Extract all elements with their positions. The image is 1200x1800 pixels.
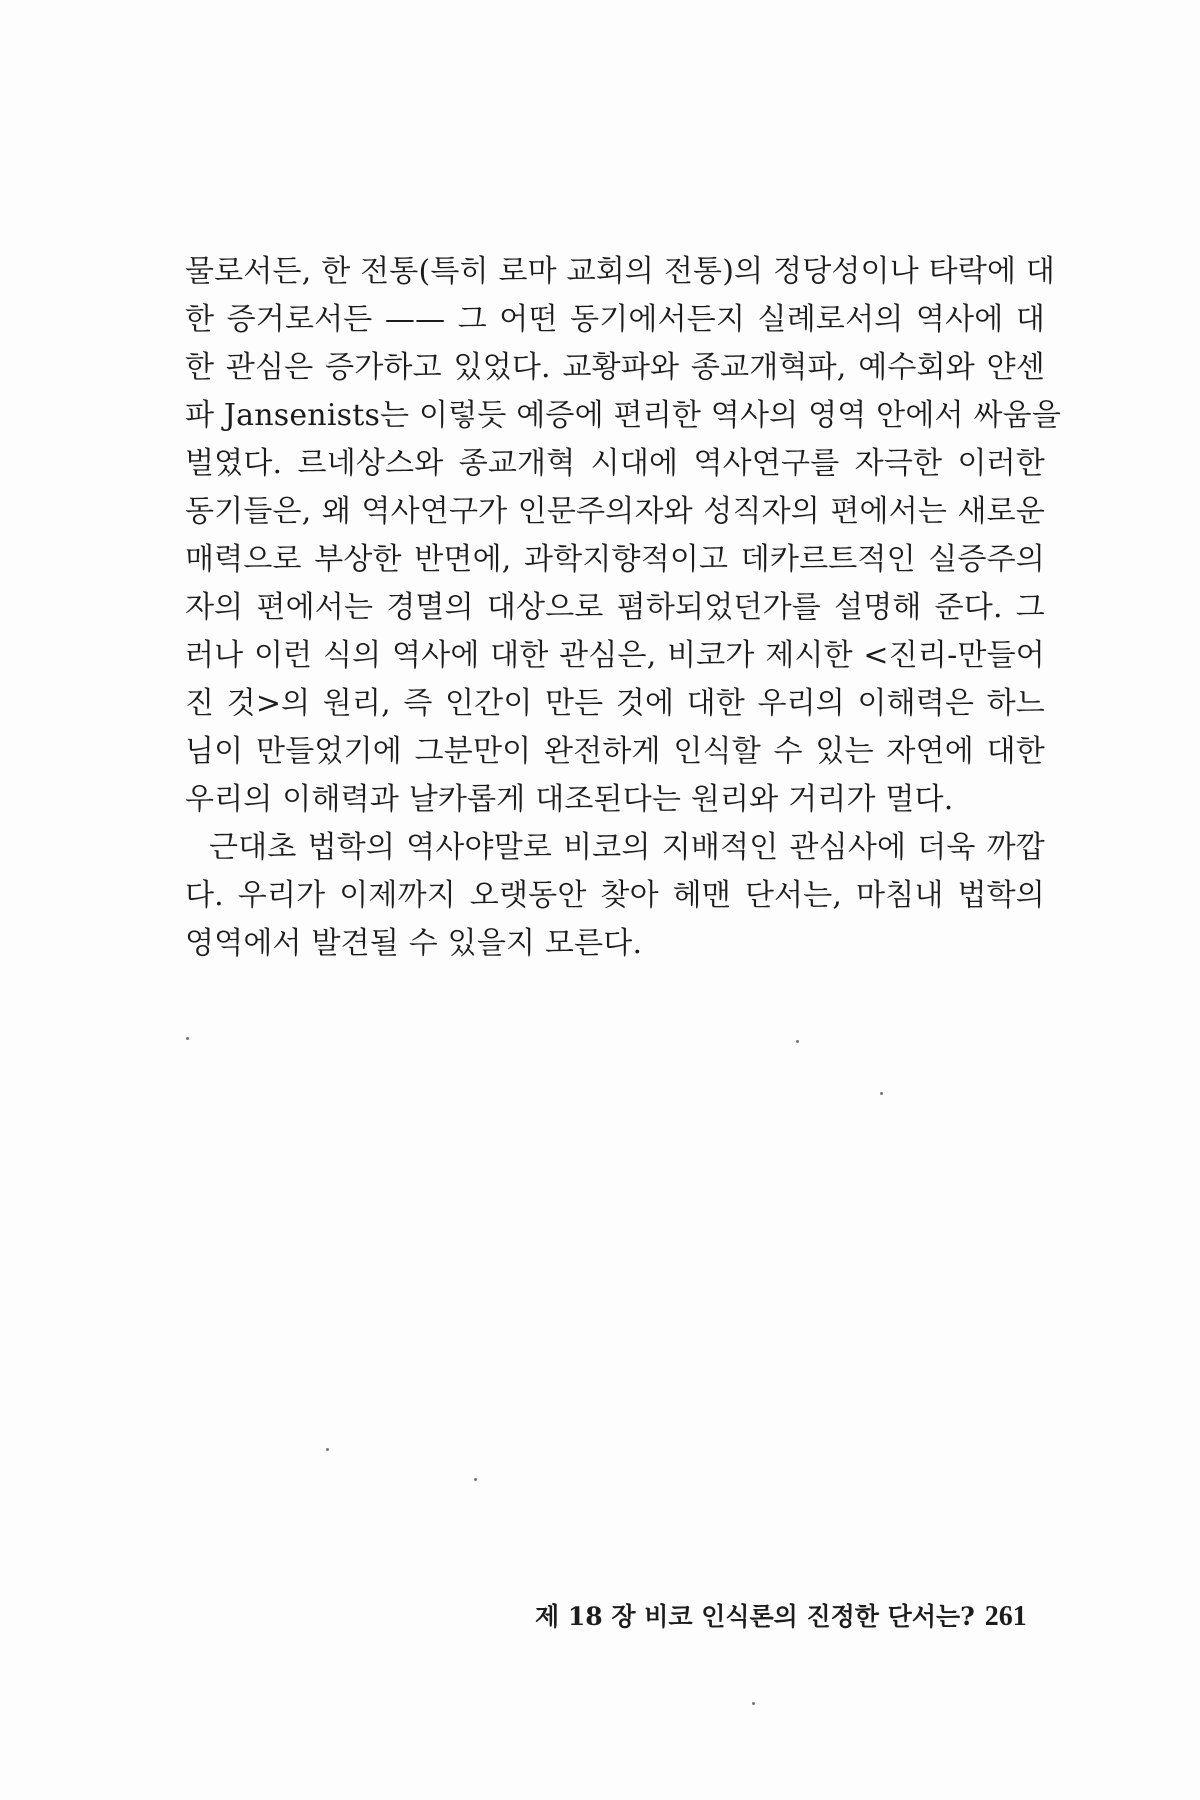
text-line: 진 것>의 원리, 즉 인간이 만든 것에 대한 우리의 이해력은 하느 [185, 686, 1045, 721]
text-line: 님이 만들었기에 그분만이 완전하게 인식할 수 있는 자연에 대한 [185, 734, 1045, 769]
text-line: 벌였다. 르네상스와 종교개혁 시대에 역사연구를 자극한 이러한 [185, 446, 1045, 481]
page-number: 261 [984, 1601, 1027, 1632]
text-line: 파 Jansenists는 이렇듯 예증에 편리한 역사의 영역 안에서 싸움을 [185, 398, 1061, 433]
scan-speck [474, 1478, 477, 1481]
scan-speck [880, 1092, 883, 1095]
body-text [185, 248, 1061, 968]
scan-speck [326, 1448, 329, 1451]
text-line: 근대초 법학의 역사야말로 비코의 지배적인 관심사에 더욱 까깝 [209, 830, 1045, 865]
text-line: 동기들은, 왜 역사연구가 인문주의자와 성직자의 편에서는 새로운 [185, 494, 1045, 529]
scan-speck [752, 1702, 755, 1705]
scan-speck [186, 1037, 189, 1040]
scan-speck [796, 1040, 799, 1043]
text-line: 우리의 이해력과 날카롭게 대조된다는 원리와 거리가 멀다. [185, 782, 954, 817]
running-footer [535, 1600, 1027, 1634]
text-line: 자의 편에서는 경멸의 대상으로 폄하되었던가를 설명해 준다. 그 [185, 590, 1045, 625]
text-line: 한 관심은 증가하고 있었다. 교황파와 종교개혁파, 예수회와 얀센 [185, 350, 1045, 385]
text-line: 러나 이런 식의 역사에 대한 관심은, 비코가 제시한 <진리-만들어 [185, 638, 1045, 673]
chapter-running-head: 제 18 장 비코 인식론의 진정한 단서는? [535, 1602, 975, 1631]
text-line: 다. 우리가 이제까지 오랫동안 찾아 헤맨 단서는, 마침내 법학의 [185, 878, 1045, 913]
text-line: 매력으로 부상한 반면에, 과학지향적이고 데카르트적인 실증주의 [185, 542, 1045, 577]
text-line: 영역에서 발견될 수 있을지 모른다. [185, 926, 643, 961]
text-line: 물로서든, 한 전통(특히 로마 교회의 전통)의 정당성이나 타락에 대 [185, 254, 1056, 289]
text-line: 한 증거로서든 —— 그 어떤 동기에서든지 실례로서의 역사에 대 [185, 302, 1045, 337]
